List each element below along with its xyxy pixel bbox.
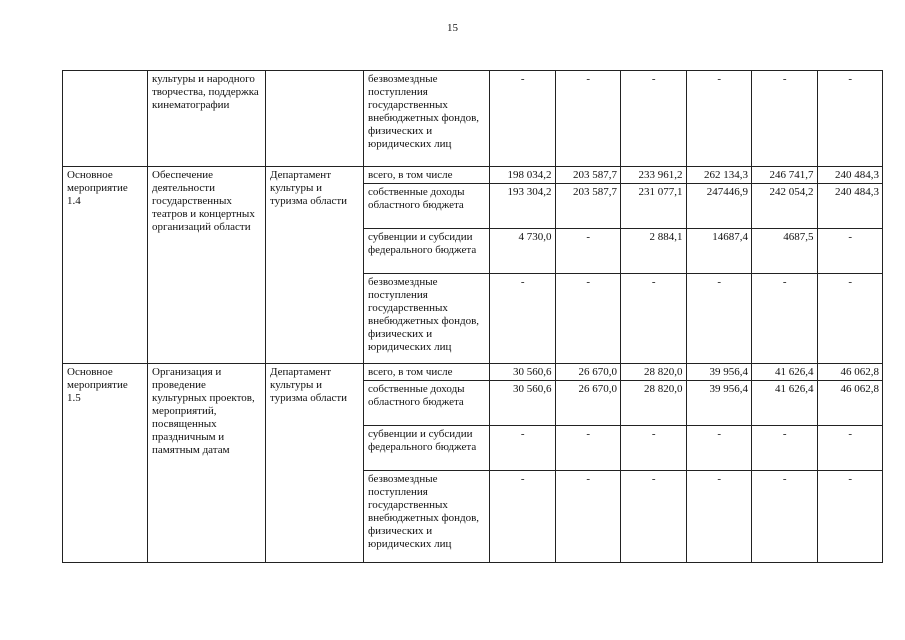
value-cell: - xyxy=(555,471,621,563)
table-row xyxy=(63,364,883,381)
value-cell: - xyxy=(686,71,752,167)
value-cell: - xyxy=(752,71,818,167)
table-row xyxy=(63,71,883,167)
value-cell: 39 956,4 xyxy=(686,381,752,426)
executor-cell: Департамент культуры и туризма области xyxy=(266,364,364,563)
value-cell: 46 062,8 xyxy=(817,364,883,381)
value-cell: - xyxy=(555,274,621,364)
source-cell: безвозмездные поступления государственных внебюджетных фондов, физических и юридических лиц xyxy=(364,274,490,364)
value-cell: 240 484,3 xyxy=(817,184,883,229)
value-cell: - xyxy=(555,229,621,274)
value-cell: 4 730,0 xyxy=(490,229,556,274)
value-cell: - xyxy=(686,426,752,471)
source-cell: безвозмездные поступления государственных внебюджетных фондов, физических и юридических лиц xyxy=(364,71,490,167)
value-cell: 203 587,7 xyxy=(555,184,621,229)
value-cell: - xyxy=(490,71,556,167)
value-cell: 39 956,4 xyxy=(686,364,752,381)
value-cell: - xyxy=(621,274,687,364)
measure-label-cell: Основное мероприятие 1.4 xyxy=(63,167,148,364)
value-cell: - xyxy=(752,471,818,563)
source-cell: собственные доходы областного бюджета xyxy=(364,184,490,229)
value-cell: 242 054,2 xyxy=(752,184,818,229)
source-cell: безвозмездные поступления государственных внебюджетных фондов, физических и юридических лиц xyxy=(364,471,490,563)
table-row xyxy=(63,167,883,184)
value-cell: 240 484,3 xyxy=(817,167,883,184)
measure-label-cell: Основное мероприятие 1.5 xyxy=(63,364,148,563)
source-cell: всего, в том числе xyxy=(364,167,490,184)
value-cell: - xyxy=(817,274,883,364)
value-cell: 4687,5 xyxy=(752,229,818,274)
value-cell: 233 961,2 xyxy=(621,167,687,184)
value-cell: - xyxy=(555,71,621,167)
value-cell: 26 670,0 xyxy=(555,364,621,381)
value-cell: - xyxy=(621,71,687,167)
source-cell: собственные доходы областного бюджета xyxy=(364,381,490,426)
value-cell: - xyxy=(621,426,687,471)
value-cell: - xyxy=(490,426,556,471)
source-cell: субвенции и субсидии федерального бюджета xyxy=(364,229,490,274)
source-cell: всего, в том числе xyxy=(364,364,490,381)
source-cell: субвенции и субсидии федерального бюджета xyxy=(364,426,490,471)
value-cell: - xyxy=(817,71,883,167)
executor-cell: Департамент культуры и туризма области xyxy=(266,167,364,364)
value-cell: 193 304,2 xyxy=(490,184,556,229)
value-cell: 262 134,3 xyxy=(686,167,752,184)
value-cell: 14687,4 xyxy=(686,229,752,274)
value-cell: - xyxy=(752,426,818,471)
budget-table xyxy=(62,70,883,563)
value-cell: - xyxy=(621,471,687,563)
value-cell: - xyxy=(817,229,883,274)
value-cell: 41 626,4 xyxy=(752,364,818,381)
value-cell: 231 077,1 xyxy=(621,184,687,229)
value-cell: 26 670,0 xyxy=(555,381,621,426)
value-cell: 247446,9 xyxy=(686,184,752,229)
executor-cell xyxy=(266,71,364,167)
value-cell: 46 062,8 xyxy=(817,381,883,426)
measure-name-cell: Организация и проведение культурных проектов, мероприятий, посвященных праздничным и памятным датам xyxy=(148,364,266,563)
measure-name-cell: Обеспечение деятельности государственных театров и концертных организаций области xyxy=(148,167,266,364)
measure-name-cell: культуры и народного творчества, поддержка кинематографии xyxy=(148,71,266,167)
value-cell: 41 626,4 xyxy=(752,381,818,426)
value-cell: - xyxy=(817,471,883,563)
value-cell: 30 560,6 xyxy=(490,381,556,426)
value-cell: - xyxy=(490,471,556,563)
page-number: 15 xyxy=(447,22,458,34)
value-cell: - xyxy=(686,274,752,364)
value-cell: - xyxy=(555,426,621,471)
value-cell: - xyxy=(752,274,818,364)
value-cell: - xyxy=(817,426,883,471)
value-cell: 203 587,7 xyxy=(555,167,621,184)
value-cell: 28 820,0 xyxy=(621,381,687,426)
value-cell: 246 741,7 xyxy=(752,167,818,184)
value-cell: 198 034,2 xyxy=(490,167,556,184)
value-cell: 30 560,6 xyxy=(490,364,556,381)
value-cell: 28 820,0 xyxy=(621,364,687,381)
value-cell: 2 884,1 xyxy=(621,229,687,274)
value-cell: - xyxy=(490,274,556,364)
value-cell: - xyxy=(686,471,752,563)
measure-label-cell xyxy=(63,71,148,167)
